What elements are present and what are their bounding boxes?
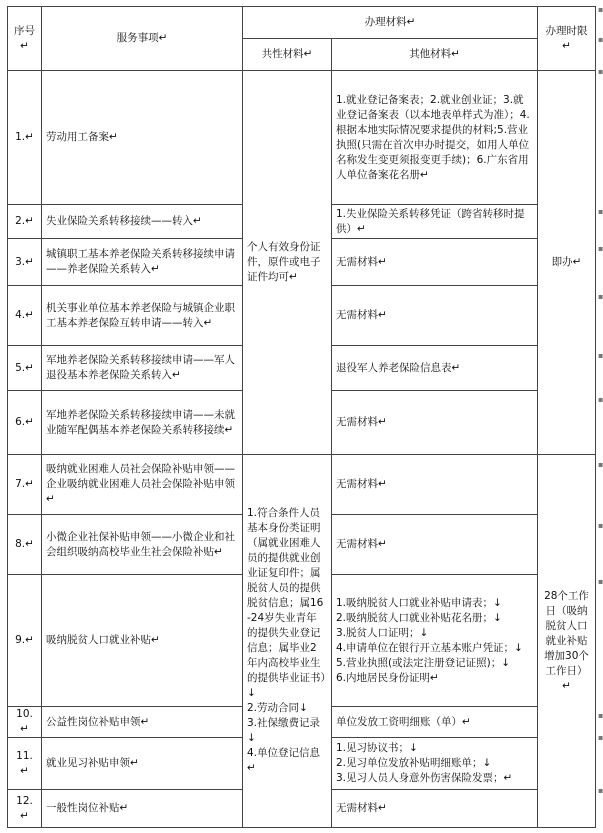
margin-mark: ▪ [598, 521, 603, 530]
other-material-item: 4.申请单位在银行开立基本账户凭证；↓ [336, 641, 523, 654]
common-materials-a: 个人有效身份证件，原件或电子证件均可↵ [243, 71, 332, 455]
row-number: 7.↵ [8, 455, 42, 515]
time-limit-a: 即办↵ [538, 71, 596, 455]
margin-mark: ▪ [598, 67, 603, 76]
service-item: 小微企业社保补贴申领——小微企业和社会组织吸纳高校毕业生社会保险补贴↵ [42, 515, 243, 575]
row-number: 5.↵ [8, 346, 42, 391]
service-item: 公益性岗位补贴申领↵ [42, 707, 243, 738]
service-item: 就业见习补贴申领↵ [42, 738, 243, 790]
margin-mark: ▪ [598, 35, 603, 44]
header-common-materials: 共性材料↵ [243, 39, 332, 71]
time-limit-b: 28个工作日（吸纳脱贫人口就业补贴增加30个工作日）↵ [538, 455, 596, 828]
row-number: 8.↵ [8, 515, 42, 575]
margin-mark: ▪ [598, 395, 603, 404]
margin-mark: ▪ [598, 292, 603, 301]
header-service: 服务事项↵ [42, 7, 243, 71]
other-material-item: 1.吸纳脱贫人口就业补贴申请表；↓ [336, 596, 502, 609]
service-item: 机关事业单位基本养老保险与城镇企业职工基本养老保险互转申请——转入↵ [42, 286, 243, 346]
common-material-item: 3.社保缴费记录↓ [247, 717, 321, 744]
margin-mark: ▪ [598, 460, 603, 469]
service-item: 劳动用工备案↵ [42, 71, 243, 205]
row-number: 11.↵ [8, 738, 42, 790]
other-materials: 退役军人养老保险信息表↵ [332, 346, 538, 391]
service-item: 吸纳就业困难人员社会保险补贴申领——企业吸纳就业困难人员社会保险补贴申领↵ [42, 455, 243, 515]
other-material-item: 5.营业执照(或法定注册登记证照)；↓ [336, 656, 511, 669]
other-material-item: 1.见习协议书；↓ [336, 742, 418, 754]
margin-mark: ▪ [598, 786, 603, 795]
other-material-item: 2.见习单位发放补贴明细账单；↓ [336, 757, 492, 769]
service-item: 城镇职工基本养老保险关系转移接续申请——养老保险关系转入↵ [42, 239, 243, 286]
margin-mark: ▪ [598, 351, 603, 360]
other-material-item: 2.吸纳脱贫人口就业补贴花名册；↓ [336, 611, 502, 624]
margin-mark: ▪ [598, 577, 603, 586]
common-material-item: 2.劳动合同↓ [247, 702, 308, 714]
header-other-materials: 其他材料↵ [332, 39, 538, 71]
row-number: 1.↵ [8, 71, 42, 205]
service-item: 军地养老保险关系转移接续申请——未就业随军配偶基本养老保险关系转移接续↵ [42, 391, 243, 455]
header-seq: 序号↵ [8, 7, 42, 71]
other-materials: 无需材料↵ [332, 286, 538, 346]
header-materials: 办理材料↵ [243, 7, 538, 39]
other-materials: 无需材料↵ [332, 239, 538, 286]
other-materials: 单位发放工资明细账（单）↵ [332, 707, 538, 738]
margin-mark: ▪ [598, 711, 603, 720]
service-item: 吸纳脱贫人口就业补贴↵ [42, 575, 243, 707]
row-number: 12.↵ [8, 790, 42, 828]
service-item: 失业保险关系转移接续——转入↵ [42, 205, 243, 239]
margin-mark: ▪ [598, 733, 603, 742]
other-materials [332, 575, 538, 707]
row-number: 2.↵ [8, 205, 42, 239]
other-materials: 无需材料↵ [332, 455, 538, 515]
margin-mark: ▪ [598, 244, 603, 253]
margin-mark: ▪ [598, 5, 603, 14]
other-material-item: 6.内地居民身份证明↵ [336, 671, 439, 684]
service-item: 一般性岗位补贴↵ [42, 790, 243, 828]
row-number: 3.↵ [8, 239, 42, 286]
common-materials-b [243, 455, 332, 828]
other-materials [332, 738, 538, 790]
row-number: 10.↵ [8, 707, 42, 738]
common-material-item: 1.符合条件人员基本身份类证明（属就业困难人员的提供就业创业证复印件；属脱贫人员的提供脱贫信息；属16-24岁失业青年的提供失业登记信息；属毕业2年内高校毕业生的提供毕业证书）↓ [247, 507, 326, 699]
service-item: 军地养老保险关系转移接续申请——军人退役基本养老保险关系转入↵ [42, 346, 243, 391]
service-materials-table [7, 6, 596, 828]
other-materials: 1.就业登记备案表；2.就业创业证；3.就业登记备案表（以本地表单样式为准）；4.根据本地实际情况要求提供的材料;5.营业执照(只需在首次申办时提交，如用人单位名称发生变更须报变更手续)；6.广东省用人单位备案花名册↵ [332, 71, 538, 205]
other-material-item: 3.见习人员人身意外伤害保险发票；↵ [336, 772, 513, 784]
row-number: 9.↵ [8, 575, 42, 707]
other-material-item: 3.脱贫人口证明；↓ [336, 626, 429, 639]
row-number: 4.↵ [8, 286, 42, 346]
row-number: 6.↵ [8, 391, 42, 455]
margin-mark: ▪ [598, 207, 603, 216]
common-material-item: 4.单位登记信息↵ [247, 747, 321, 774]
other-materials: 1.失业保险关系转移凭证（跨省转移时提供）↵ [332, 205, 538, 239]
right-margin-marks [598, 0, 602, 833]
header-time-limit: 办理时限↵ [538, 7, 596, 71]
other-materials: 无需材料↵ [332, 790, 538, 828]
other-materials: 无需材料↵ [332, 391, 538, 455]
other-materials: 无需材料↵ [332, 515, 538, 575]
